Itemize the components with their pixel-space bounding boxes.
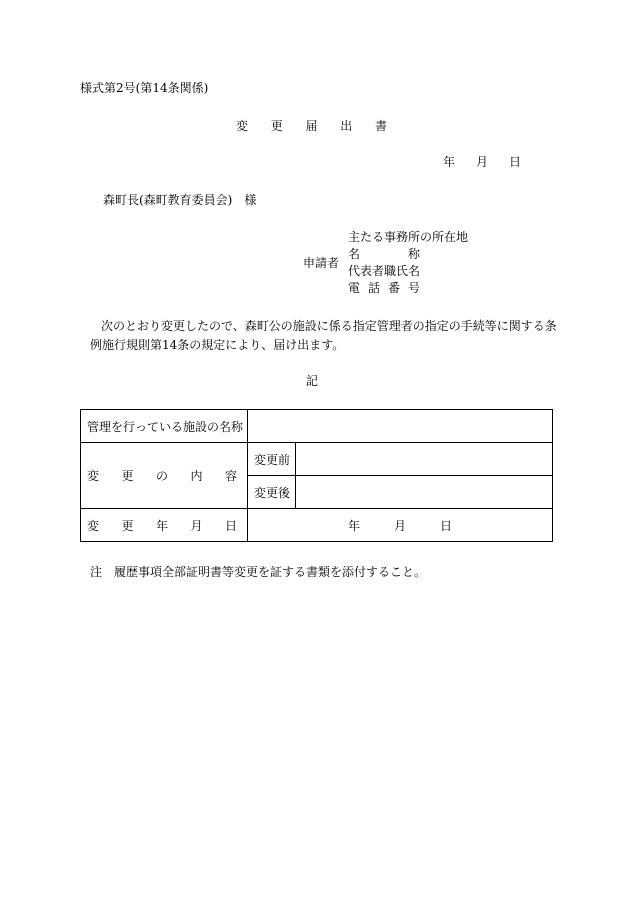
address-label: 主たる事務所の所在地 bbox=[348, 230, 469, 244]
before-field[interactable] bbox=[296, 443, 553, 476]
title-char: 更 bbox=[270, 119, 283, 133]
year-label: 年 bbox=[443, 155, 456, 169]
date-label-char: 変 bbox=[87, 518, 100, 533]
ki-heading: 記 bbox=[306, 374, 319, 388]
title-char: 変 bbox=[236, 119, 249, 133]
name-label bbox=[348, 248, 420, 260]
date-label-char: 更 bbox=[121, 518, 134, 533]
date-year: 年 bbox=[348, 518, 361, 533]
change-table bbox=[80, 409, 553, 542]
content-char: 更 bbox=[121, 469, 134, 483]
phone-label-char: 話 bbox=[367, 281, 380, 295]
change-date-row bbox=[81, 509, 553, 542]
title-char: 届 bbox=[305, 119, 318, 133]
content-char: 変 bbox=[87, 469, 100, 483]
facility-name-label: 管理を行っている施設の名称 bbox=[81, 410, 248, 443]
month-label: 月 bbox=[475, 155, 488, 169]
addressee: 森町長(森町教育委員会) 様 bbox=[103, 193, 257, 207]
applicant-label: 申請者 bbox=[303, 256, 340, 270]
date-day: 日 bbox=[439, 518, 452, 533]
change-date-label bbox=[81, 509, 248, 542]
date-month: 月 bbox=[393, 518, 406, 533]
date-label-char: 日 bbox=[224, 518, 237, 533]
phone-label-char: 電 bbox=[348, 281, 361, 295]
phone-label-char: 号 bbox=[407, 281, 420, 295]
content-char: 容 bbox=[224, 469, 237, 483]
day-label: 日 bbox=[508, 155, 521, 169]
document-title bbox=[236, 120, 387, 132]
representative-label: 代表者職氏名 bbox=[348, 264, 421, 278]
before-row bbox=[81, 443, 553, 476]
name-label-char: 称 bbox=[407, 247, 420, 261]
body-text-line-1: 次のとおり変更したので、森町公の施設に係る指定管理者の指定の手続等に関する条 bbox=[101, 319, 557, 333]
date-line bbox=[443, 156, 521, 168]
change-date-field[interactable] bbox=[248, 509, 553, 542]
title-char: 書 bbox=[374, 119, 387, 133]
date-label-char: 年 bbox=[155, 518, 168, 533]
content-char: の bbox=[155, 469, 168, 483]
phone-label bbox=[348, 282, 420, 294]
content-char: 内 bbox=[190, 469, 203, 483]
phone-label-char: 番 bbox=[387, 281, 400, 295]
facility-row bbox=[81, 410, 553, 443]
before-label: 変更前 bbox=[248, 443, 296, 476]
body-text-line-2: 例施行規則第14条の規定により、届け出ます。 bbox=[90, 338, 345, 352]
change-content-label bbox=[81, 443, 248, 509]
form-number: 様式第2号(第14条関係) bbox=[80, 81, 209, 95]
note: 注 履歴事項全部証明書等変更を証する書類を添付すること。 bbox=[90, 565, 427, 579]
date-label-char: 月 bbox=[190, 518, 203, 533]
name-label-char: 名 bbox=[348, 247, 361, 261]
after-label: 変更後 bbox=[248, 476, 296, 509]
after-field[interactable] bbox=[296, 476, 553, 509]
facility-name-field[interactable] bbox=[248, 410, 553, 443]
title-char: 出 bbox=[340, 119, 353, 133]
